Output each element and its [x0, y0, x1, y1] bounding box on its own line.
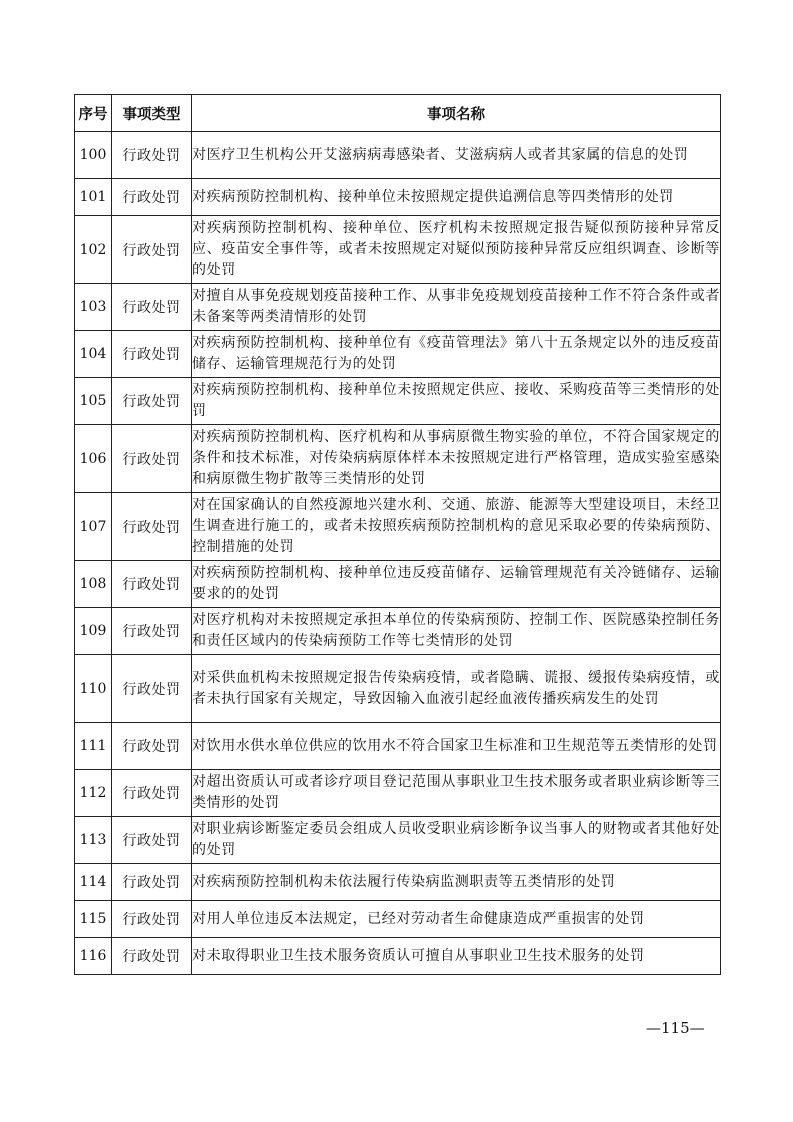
- table-row: [75, 284, 721, 331]
- row-index: 101: [75, 179, 112, 216]
- row-type: 行政处罚: [112, 179, 192, 216]
- row-name: 对疾病预防控制机构未依法履行传染病监测职责等五类情形的处罚: [192, 864, 721, 901]
- row-name: 对疾病预防控制机构、接种单位未按照规定提供追溯信息等四类情形的处罚: [192, 179, 721, 216]
- row-type: 行政处罚: [112, 378, 192, 425]
- row-index: 100: [75, 132, 112, 179]
- table-row: [75, 378, 721, 425]
- table-row: [75, 655, 721, 723]
- table-row: [75, 938, 721, 975]
- table-row: [75, 817, 721, 864]
- row-type: 行政处罚: [112, 132, 192, 179]
- row-index: 102: [75, 216, 112, 284]
- table-row: [75, 179, 721, 216]
- table-row: [75, 608, 721, 655]
- row-type: 行政处罚: [112, 216, 192, 284]
- row-index: 108: [75, 561, 112, 608]
- table-row: [75, 216, 721, 284]
- row-type: 行政处罚: [112, 493, 192, 561]
- row-index: 115: [75, 901, 112, 938]
- row-type: 行政处罚: [112, 723, 192, 770]
- row-type: 行政处罚: [112, 770, 192, 817]
- table-row: [75, 723, 721, 770]
- row-type: 行政处罚: [112, 901, 192, 938]
- row-name: 对用人单位违反本法规定，已经对劳动者生命健康造成严重损害的处罚: [192, 901, 721, 938]
- table-row: [75, 493, 721, 561]
- row-type: 行政处罚: [112, 864, 192, 901]
- row-type: 行政处罚: [112, 331, 192, 378]
- row-name: 对饮用水供水单位供应的饮用水不符合国家卫生标准和卫生规范等五类情形的处罚: [192, 723, 721, 770]
- table-row: [75, 864, 721, 901]
- row-index: 109: [75, 608, 112, 655]
- row-name: 对疾病预防控制机构、医疗机构和从事病原微生物实验的单位，不符合国家规定的条件和技术标准，对传染病病原体样本未按照规定进行严格管理，造成实验室感染和病原微生物扩散等三类情形的处罚: [192, 425, 721, 493]
- row-index: 111: [75, 723, 112, 770]
- row-name: 对擅自从事免疫规划疫苗接种工作、从事非免疫规划疫苗接种工作不符合条件或者未备案等两类清情形的处罚: [192, 284, 721, 331]
- row-name: 对医疗卫生机构公开艾滋病病毒感染者、艾滋病病人或者其家属的信息的处罚: [192, 132, 721, 179]
- row-name: 对疾病预防控制机构、接种单位违反疫苗储存、运输管理规范有关冷链储存、运输要求的的处罚: [192, 561, 721, 608]
- row-type: 行政处罚: [112, 561, 192, 608]
- row-type: 行政处罚: [112, 284, 192, 331]
- table-header-row: [75, 95, 721, 132]
- header-index: 序号: [75, 95, 112, 132]
- row-index: 107: [75, 493, 112, 561]
- header-type: 事项类型: [112, 95, 192, 132]
- row-type: 行政处罚: [112, 608, 192, 655]
- table-row: [75, 770, 721, 817]
- table-row: [75, 561, 721, 608]
- header-name: 事项名称: [192, 95, 721, 132]
- row-name: 对采供血机构未按照规定报告传染病疫情，或者隐瞒、谎报、缓报传染病疫情，或者未执行国家有关规定，导致因输入血液引起经血液传播疾病发生的处罚: [192, 655, 721, 723]
- table-row: [75, 425, 721, 493]
- row-name: 对超出资质认可或者诊疗项目登记范围从事职业卫生技术服务或者职业病诊断等三类情形的处罚: [192, 770, 721, 817]
- row-index: 104: [75, 331, 112, 378]
- row-name: 对医疗机构对未按照规定承担本单位的传染病预防、控制工作、医院感染控制任务和责任区域内的传染病预防工作等七类情形的处罚: [192, 608, 721, 655]
- table-row: [75, 331, 721, 378]
- row-name: 对疾病预防控制机构、接种单位、医疗机构未按照规定报告疑似预防接种异常反应、疫苗安全事件等，或者未按照规定对疑似预防接种异常反应组织调查、诊断等的处罚: [192, 216, 721, 284]
- row-index: 103: [75, 284, 112, 331]
- matters-table: [74, 94, 721, 975]
- row-name: 对疾病预防控制机构、接种单位有《疫苗管理法》第八十五条规定以外的违反疫苗储存、运输管理规范行为的处罚: [192, 331, 721, 378]
- row-index: 116: [75, 938, 112, 975]
- page-number: —115—: [646, 1019, 705, 1037]
- row-name: 对在国家确认的自然疫源地兴建水利、交通、旅游、能源等大型建设项目，未经卫生调查进行施工的，或者未按照疾病预防控制机构的意见采取必要的传染病预防、控制措施的处罚: [192, 493, 721, 561]
- table-row: [75, 132, 721, 179]
- row-type: 行政处罚: [112, 655, 192, 723]
- row-index: 110: [75, 655, 112, 723]
- row-type: 行政处罚: [112, 425, 192, 493]
- row-name: 对疾病预防控制机构、接种单位未按照规定供应、接收、采购疫苗等三类情形的处罚: [192, 378, 721, 425]
- row-type: 行政处罚: [112, 817, 192, 864]
- row-name: 对职业病诊断鉴定委员会组成人员收受职业病诊断争议当事人的财物或者其他好处的处罚: [192, 817, 721, 864]
- row-name: 对未取得职业卫生技术服务资质认可擅自从事职业卫生技术服务的处罚: [192, 938, 721, 975]
- table-row: [75, 901, 721, 938]
- row-type: 行政处罚: [112, 938, 192, 975]
- row-index: 114: [75, 864, 112, 901]
- row-index: 105: [75, 378, 112, 425]
- row-index: 112: [75, 770, 112, 817]
- row-index: 113: [75, 817, 112, 864]
- row-index: 106: [75, 425, 112, 493]
